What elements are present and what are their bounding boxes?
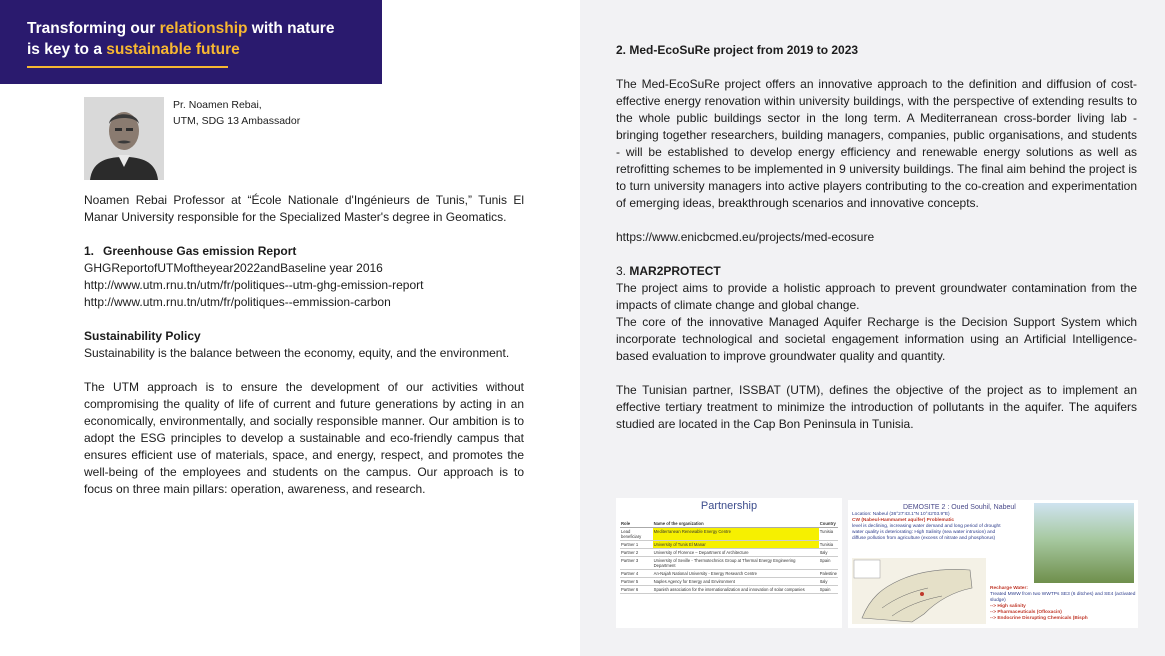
table-cell: Partner 2 — [620, 549, 653, 557]
banner-highlight: sustainable future — [106, 41, 240, 58]
demosite-quality: water quality is deteriorating: High Salinity (sea water intrusion) and diffuse pollution from agriculture (excess of nitrate and phosphorus) — [852, 530, 996, 541]
banner-text: is key to a — [27, 41, 107, 58]
table-row — [620, 570, 838, 578]
table-cell: University of Florence – Department of Architecture — [653, 549, 819, 557]
mar-heading-text: MAR2PROTECT — [629, 264, 721, 278]
demosite-text — [852, 512, 1010, 542]
banner-highlight: relationship — [159, 20, 248, 37]
table-header: Role — [620, 520, 653, 528]
demosite-level: level is declining, increasing water demand and long period of drought — [852, 524, 1001, 529]
table-row — [620, 578, 838, 586]
table-cell: Mediterranean Renewable Energy Centre — [653, 528, 819, 541]
med-paragraph: The Med-EcoSuRe project offers an innovative approach to the definition and diffusion of cost-effective energy renovation within university buildings, with the perspective of extending results to the whole public buildings sector in the long term. A Mediterranean cross-border living lab - bringing together researchers, building managers, companies, public organisations, and students - will be established to develop energy efficiency and renewable energy solutions as well as retrofitting schemes to be implemented in 9 university buildings. The final aim behind the project is to turn university managers into active players contributing to the co-creation and experimentation of emerging ideas, breakthrough scenarios and innovative concepts. — [616, 77, 1137, 210]
author-name: Pr. Noamen Rebai, — [173, 99, 262, 111]
left-column — [84, 192, 524, 498]
table-cell: Partner 1 — [620, 541, 653, 549]
table-header: Country — [819, 520, 838, 528]
table-cell: Lead beneficiary — [620, 528, 653, 541]
recharge-item: --> High salinity — [990, 604, 1026, 609]
banner-text: with nature — [247, 20, 335, 37]
table-row — [620, 541, 838, 549]
recharge-item: --> Pharmaceuticals (Ofloxacin) — [990, 610, 1062, 615]
banner-underline — [27, 66, 228, 68]
ghg-report-line: GHGReportofUTMoftheyear2022andBaseline year 2016 — [84, 261, 383, 275]
ghg-link-1[interactable]: http://www.utm.rnu.tn/utm/fr/politiques--utm-ghg-emission-report — [84, 278, 424, 292]
mar-number: 3. — [616, 264, 627, 278]
aquifer-map-image — [852, 558, 986, 624]
ghg-number: 1. — [84, 244, 95, 258]
table-cell: Naples Agency for Energy and Environment — [653, 578, 819, 586]
ghg-heading — [84, 243, 524, 260]
intro-paragraph: Noamen Rebai Professor at “École Nationale d'Ingénieurs de Tunis,” Tunis El Manar University responsible for the Specialized Master's degree in Geomatics. — [84, 193, 524, 224]
ghg-heading-text: Greenhouse Gas emission Report — [103, 244, 297, 258]
author-photo — [84, 97, 164, 180]
mar-paragraph-2: The core of the innovative Managed Aquifer Recharge is the Decision Support System which incorporate technological and societal engagement information using an Artificial Intelligence-based evaluation to improve groundwater quality and quantity. — [616, 315, 1137, 363]
table-cell: Italy — [819, 578, 838, 586]
med-link[interactable]: https://www.enicbcmed.eu/projects/med-ecosure — [616, 230, 875, 244]
demosite-location: Location: Nabeul (36°27'43.1"N 10°42'03.9"E) — [852, 512, 950, 517]
author-portrait-image — [84, 97, 164, 180]
mar-paragraph-1: The project aims to provide a holistic approach to prevent groundwater contamination from the impacts of climate change and global change. — [616, 281, 1137, 312]
table-cell: Spain — [819, 586, 838, 594]
recharge-title: Recharge Water: — [990, 586, 1028, 591]
med-heading: 2. Med-EcoSuRe project from 2019 to 2023 — [616, 43, 859, 57]
mar-paragraph-3: The Tunisian partner, ISSBAT (UTM), defines the objective of the project as to implement an effective tertiary treatment to minimize the introduction of pollutants in the aquifer. The aquifers studied are located in the Cap Bon Peninsula in Tunisia. — [616, 383, 1137, 431]
banner-text: Transforming our — [27, 20, 160, 37]
author-role: UTM, SDG 13 Ambassador — [173, 115, 301, 127]
banner-line-1 — [27, 18, 382, 39]
partnership-figure — [616, 498, 842, 628]
ghg-link-2[interactable]: http://www.utm.rnu.tn/utm/fr/politiques--emmission-carbon — [84, 295, 391, 309]
recharge-item: --> Endocrine Disrupting Chemicals (Bisph — [990, 616, 1088, 621]
table-row — [620, 528, 838, 541]
header-banner — [0, 0, 382, 84]
approach-paragraph: The UTM approach is to ensure the development of our activities without compromising the quality of life of current and future generations by acting in an economically, environmentally, and socially responsible manner. Our ambition is to adopt the ESG principles to develop a sustainable and eco-friendly campus that ensures efficient use of materials, space, and energy, respect, and promotes the well-being of the employees and students on the campus. Our approach is to focus on three main pillars: operation, awareness, and research. — [84, 380, 524, 496]
policy-heading: Sustainability Policy — [84, 329, 201, 343]
table-row — [620, 586, 838, 594]
table-row — [620, 549, 838, 557]
table-cell: Partner 4 — [620, 570, 653, 578]
table-cell: Tunisia — [819, 541, 838, 549]
partnership-title: Partnership — [700, 500, 758, 512]
table-header: Name of the organization — [653, 520, 819, 528]
banner-line-2 — [27, 39, 382, 60]
table-cell: Palestine — [819, 571, 837, 576]
right-column — [616, 42, 1137, 433]
partnership-table — [620, 520, 838, 594]
recharge-block — [990, 586, 1136, 622]
policy-paragraph: Sustainability is the balance between the economy, equity, and the environment. — [84, 346, 510, 360]
table-cell: Partner 3 — [620, 557, 653, 570]
demosite-figure — [848, 500, 1138, 628]
table-cell: An-Najah National University - Energy Research Centre — [653, 570, 819, 578]
table-cell: Italy — [819, 549, 838, 557]
site-photo — [1034, 503, 1134, 583]
recharge-text: Treated MWW from two WWTPs SE3 (6 ditches) and SE4 (activated sludge) — [990, 592, 1136, 603]
table-cell: Partner 6 — [620, 586, 653, 594]
table-cell: University of Tunis El Manar — [653, 541, 819, 549]
table-cell: University of Seville - Thermotechnics Group at Thermal Energy Engineering Department — [653, 557, 819, 570]
table-row — [620, 557, 838, 570]
author-block — [173, 97, 300, 129]
demosite-problem: CW (Nabeul-Hammamet aquifer) Problematic — [852, 518, 955, 523]
table-cell: Spain — [819, 557, 838, 570]
mar-heading — [616, 263, 1137, 280]
table-cell: Spanish association for the internationalization and innovation of solar companies — [653, 586, 819, 594]
table-cell: Tunisia — [819, 528, 838, 541]
table-cell: Partner 5 — [620, 578, 653, 586]
demosite-title: DEMOSITE 2 : Oued Souhil, Nabeul — [903, 504, 1016, 511]
